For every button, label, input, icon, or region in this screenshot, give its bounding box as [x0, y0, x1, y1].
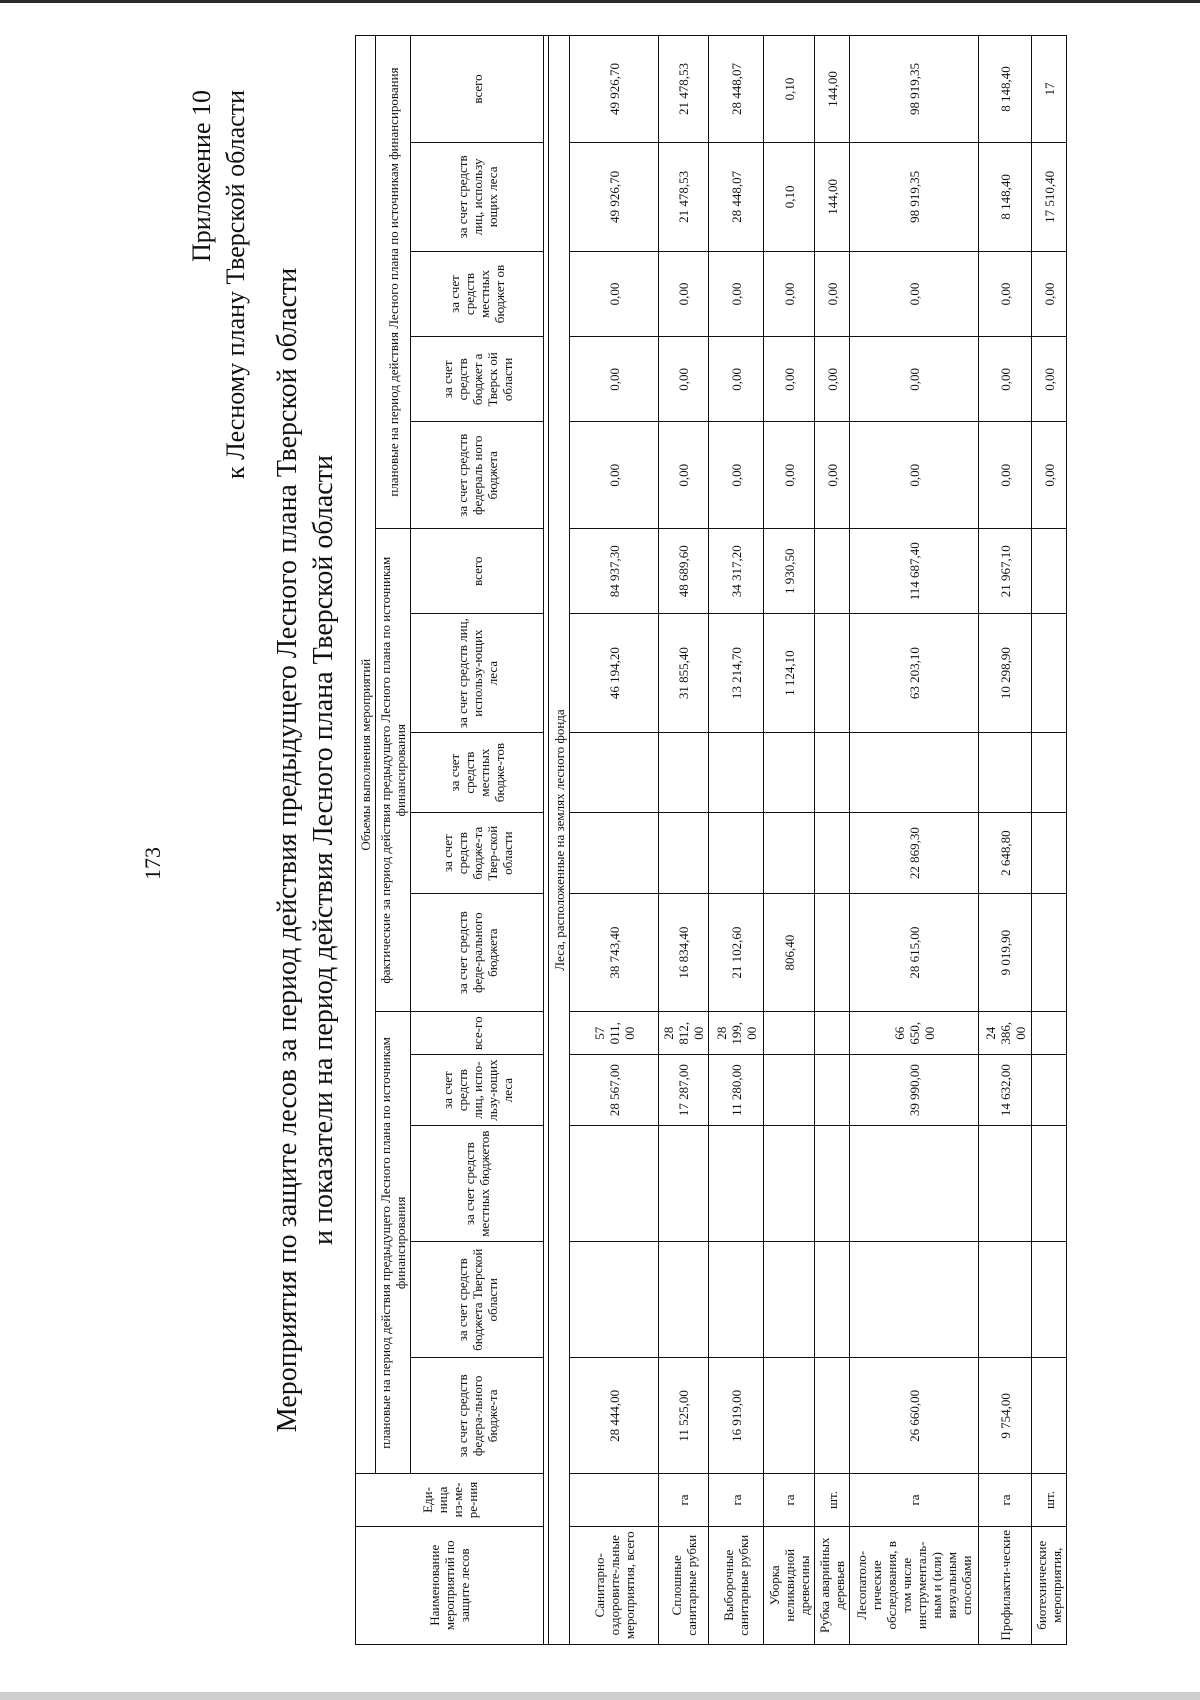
- cell-plan-new-5: 0,10: [764, 36, 815, 143]
- cell-plan-prev-5: [1032, 1012, 1067, 1055]
- cell-fact-prev-3: [709, 732, 764, 813]
- subheader-plan-new-3: за счет средств местных бюджет ов: [411, 251, 544, 336]
- subheader-plan-prev-3: за счет средств местных бюджетов: [411, 1126, 544, 1242]
- cell-plan-new-4: 28 448,07: [709, 142, 764, 251]
- cell-plan-new-1: 0,00: [850, 422, 979, 529]
- cell-fact-prev-2: 22 869,30: [850, 813, 979, 894]
- cell-plan-new-3: 0,00: [1032, 251, 1067, 336]
- cell-fact-prev-1: 9 019,90: [979, 893, 1032, 1011]
- table-row: [1032, 36, 1067, 1645]
- cell-plan-prev-4: [815, 1055, 850, 1126]
- cell-fact-prev-5: 114 687,40: [850, 529, 979, 614]
- cell-plan-new-3: 0,00: [570, 251, 659, 336]
- cell-fact-prev-5: [1032, 529, 1067, 614]
- table-row: [570, 36, 659, 1645]
- subheader-fact-prev-4: за счет средств лиц, использу-ющих леса: [411, 614, 544, 732]
- cell-fact-prev-2: [1032, 813, 1067, 894]
- cell-fact-prev-2: 2 648,80: [979, 813, 1032, 894]
- cell-plan-new-1: 0,00: [764, 422, 815, 529]
- cell-plan-new-3: 0,00: [850, 251, 979, 336]
- header-unit: Еди-ница из-ме-ре-ния: [356, 1474, 544, 1526]
- cell-plan-prev-1: 16 919,00: [709, 1358, 764, 1474]
- row-name: Рубка аварийных деревьев: [815, 1526, 850, 1644]
- row-unit: га: [709, 1474, 764, 1526]
- cell-plan-prev-3: [764, 1126, 815, 1242]
- cell-plan-prev-2: [570, 1242, 659, 1358]
- subheader-plan-prev-2: за счет средств бюджета Тверской области: [411, 1242, 544, 1358]
- cell-plan-new-2: 0,00: [764, 337, 815, 422]
- cell-plan-new-3: 0,00: [659, 251, 709, 336]
- cell-plan-prev-2: [979, 1242, 1032, 1358]
- cell-plan-prev-4: [764, 1055, 815, 1126]
- row-name: Санитарно-оздоровите-льные мероприятия, всего: [570, 1526, 659, 1644]
- cell-fact-prev-2: [764, 813, 815, 894]
- cell-fact-prev-1: 16 834,40: [659, 893, 709, 1011]
- cell-plan-prev-1: 9 754,00: [979, 1358, 1032, 1474]
- row-name: биотехнические мероприятия,: [1032, 1526, 1067, 1644]
- cell-plan-prev-5: [815, 1012, 850, 1055]
- subheader-plan-new-4: за счет средств лиц, использу ющих леса: [411, 142, 544, 251]
- cell-plan-prev-2: [850, 1242, 979, 1358]
- cell-plan-prev-5: 57 011, 00: [570, 1012, 659, 1055]
- cell-plan-new-1: 0,00: [1032, 422, 1067, 529]
- cell-plan-prev-3: [709, 1126, 764, 1242]
- cell-fact-prev-3: [1032, 732, 1067, 813]
- row-name: Лесопатоло-гические обследования, в том числе инструменталь-ным и (или) визуальным способами: [850, 1526, 979, 1644]
- cell-fact-prev-1: 38 743,40: [570, 893, 659, 1011]
- cell-fact-prev-3: [659, 732, 709, 813]
- cell-plan-prev-2: [1032, 1242, 1067, 1358]
- row-unit: га: [659, 1474, 709, 1526]
- subheader-fact-prev-2: за счет средств бюдже-та Твер-ской области: [411, 813, 544, 894]
- cell-plan-new-5: 8 148,40: [979, 36, 1032, 143]
- cell-plan-new-2: 0,00: [979, 337, 1032, 422]
- cell-plan-new-2: 0,00: [659, 337, 709, 422]
- table-row: [979, 36, 1032, 1645]
- cell-fact-prev-1: [815, 893, 850, 1011]
- subheader-plan-new-2: за счет средств бюджет а Тверск ой области: [411, 337, 544, 422]
- cell-plan-prev-4: 17 287,00: [659, 1055, 709, 1126]
- cell-plan-prev-2: [709, 1242, 764, 1358]
- cell-fact-prev-2: [659, 813, 709, 894]
- cell-plan-prev-2: [815, 1242, 850, 1358]
- row-unit: шт.: [815, 1474, 850, 1526]
- header-fact-prev: фактические за период действия предыдущего Лесного плана по источникам финансирования: [376, 529, 411, 1012]
- cell-fact-prev-5: 84 937,30: [570, 529, 659, 614]
- cell-plan-prev-5: 28 812, 00: [659, 1012, 709, 1055]
- title-line-2: и показатели на период действия Лесного плана Тверской области: [308, 455, 339, 1245]
- subheader-fact-prev-1: за счет средств феде-рального бюджета: [411, 893, 544, 1011]
- cell-plan-prev-1: 11 525,00: [659, 1358, 709, 1474]
- cell-plan-prev-1: [815, 1358, 850, 1474]
- cell-plan-new-1: 0,00: [815, 422, 850, 529]
- row-unit: га: [850, 1474, 979, 1526]
- cell-plan-new-5: 144,00: [815, 36, 850, 143]
- subheader-plan-prev-1: за счет средств федера-льного бюдже-та: [411, 1358, 544, 1474]
- header-plan-new: плановые на период действия Лесного плана по источникам финансирования: [376, 36, 411, 529]
- annex-line-1: Приложение 10: [187, 90, 216, 263]
- cell-fact-prev-1: 806,40: [764, 893, 815, 1011]
- cell-plan-prev-4: 39 990,00: [850, 1055, 979, 1126]
- cell-fact-prev-4: 1 124,10: [764, 614, 815, 732]
- cell-plan-new-2: 0,00: [850, 337, 979, 422]
- cell-plan-prev-5: 66 650, 00: [850, 1012, 979, 1055]
- cell-plan-prev-4: 11 280,00: [709, 1055, 764, 1126]
- row-name: Профилакти-ческие: [979, 1526, 1032, 1644]
- table-row: [850, 36, 979, 1645]
- cell-fact-prev-5: 48 689,60: [659, 529, 709, 614]
- cell-plan-new-2: 0,00: [709, 337, 764, 422]
- cell-plan-prev-1: 26 660,00: [850, 1358, 979, 1474]
- cell-plan-new-5: 21 478,53: [659, 36, 709, 143]
- cell-plan-new-3: 0,00: [764, 251, 815, 336]
- cell-fact-prev-3: [815, 732, 850, 813]
- row-unit: га: [764, 1474, 815, 1526]
- cell-plan-prev-3: [1032, 1126, 1067, 1242]
- cell-plan-prev-4: [1032, 1055, 1067, 1126]
- cell-plan-prev-4: 28 567,00: [570, 1055, 659, 1126]
- header-name: Наименование мероприятий по защите лесов: [356, 1526, 544, 1644]
- cell-fact-prev-1: 28 615,00: [850, 893, 979, 1011]
- row-unit: шт.: [1032, 1474, 1067, 1526]
- cell-fact-prev-5: [815, 529, 850, 614]
- cell-plan-new-2: 0,00: [815, 337, 850, 422]
- subheader-plan-prev-5: все-го: [411, 1012, 544, 1055]
- row-unit: [570, 1474, 659, 1526]
- table-row: [659, 36, 709, 1645]
- row-name: Выборочные санитарные рубки: [709, 1526, 764, 1644]
- cell-fact-prev-4: 13 214,70: [709, 614, 764, 732]
- cell-plan-prev-2: [659, 1242, 709, 1358]
- cell-plan-prev-3: [815, 1126, 850, 1242]
- cell-plan-new-4: 49 926,70: [570, 142, 659, 251]
- document-title: [270, 150, 342, 1550]
- cell-plan-new-1: 0,00: [570, 422, 659, 529]
- cell-plan-new-3: 0,00: [709, 251, 764, 336]
- cell-plan-new-4: 98 919,35: [850, 142, 979, 251]
- cell-fact-prev-4: 46 194,20: [570, 614, 659, 732]
- annex-line-2: к Лесному плану Тверской области: [221, 90, 250, 479]
- table-row: [815, 36, 850, 1645]
- cell-plan-prev-4: 14 632,00: [979, 1055, 1032, 1126]
- cell-fact-prev-1: [1032, 893, 1067, 1011]
- cell-fact-prev-2: [570, 813, 659, 894]
- cell-plan-prev-3: [979, 1126, 1032, 1242]
- header-plan-prev: плановые на период действия предыдущего Лесного плана по источникам финансирования: [376, 1012, 411, 1474]
- cell-fact-prev-2: [709, 813, 764, 894]
- subheader-fact-prev-3: за счет средств местных бюдже-тов: [411, 732, 544, 813]
- cell-plan-prev-3: [659, 1126, 709, 1242]
- cell-plan-prev-5: 24 386, 00: [979, 1012, 1032, 1055]
- cell-plan-new-2: 0,00: [1032, 337, 1067, 422]
- subheader-plan-prev-4: за счет средств лиц, испо-льзу-ющих леса: [411, 1055, 544, 1126]
- cell-fact-prev-4: 10 298,90: [979, 614, 1032, 732]
- annex-heading: [185, 90, 253, 690]
- cell-fact-prev-4: 63 203,10: [850, 614, 979, 732]
- cell-fact-prev-2: [815, 813, 850, 894]
- table-row: [709, 36, 764, 1645]
- row-name: Уборка неликвидной древесины: [764, 1526, 815, 1644]
- cell-plan-prev-3: [850, 1126, 979, 1242]
- cell-fact-prev-5: 1 930,50: [764, 529, 815, 614]
- cell-plan-new-3: 0,00: [815, 251, 850, 336]
- header-volumes: Объемы выполнения мероприятий: [356, 36, 376, 1474]
- cell-plan-new-5: 17: [1032, 36, 1067, 143]
- cell-plan-new-5: 98 919,35: [850, 36, 979, 143]
- cell-plan-new-4: 144,00: [815, 142, 850, 251]
- cell-plan-new-1: 0,00: [659, 422, 709, 529]
- table-row: [764, 36, 815, 1645]
- cell-plan-new-5: 49 926,70: [570, 36, 659, 143]
- cell-plan-new-4: 21 478,53: [659, 142, 709, 251]
- cell-plan-new-4: 17 510,40: [1032, 142, 1067, 251]
- cell-plan-new-4: 8 148,40: [979, 142, 1032, 251]
- cell-plan-new-3: 0,00: [979, 251, 1032, 336]
- cell-plan-new-1: 0,00: [979, 422, 1032, 529]
- cell-fact-prev-5: 21 967,10: [979, 529, 1032, 614]
- cell-fact-prev-4: [815, 614, 850, 732]
- cell-fact-prev-3: [764, 732, 815, 813]
- cell-plan-prev-5: 28 199, 00: [709, 1012, 764, 1055]
- cell-plan-prev-1: [1032, 1358, 1067, 1474]
- cell-plan-prev-1: [764, 1358, 815, 1474]
- cell-plan-new-2: 0,00: [570, 337, 659, 422]
- title-line-1: Мероприятия по защите лесов за период действия предыдущего Лесного плана Тверской области: [272, 267, 303, 1433]
- page-number: 173: [140, 847, 165, 880]
- cell-plan-prev-5: [764, 1012, 815, 1055]
- cell-fact-prev-1: 21 102,60: [709, 893, 764, 1011]
- cell-plan-new-4: 0,10: [764, 142, 815, 251]
- subheader-plan-new-5: всего: [411, 36, 544, 143]
- cell-plan-prev-3: [570, 1126, 659, 1242]
- cell-plan-new-5: 28 448,07: [709, 36, 764, 143]
- cell-fact-prev-4: [1032, 614, 1067, 732]
- cell-fact-prev-3: [979, 732, 1032, 813]
- forest-protection-table: [355, 35, 1067, 1645]
- subheader-plan-new-1: за счет средств федераль ного бюджета: [411, 422, 544, 529]
- cell-plan-prev-2: [764, 1242, 815, 1358]
- row-name: Сплошные санитарные рубки: [659, 1526, 709, 1644]
- row-unit: га: [979, 1474, 1032, 1526]
- cell-fact-prev-3: [570, 732, 659, 813]
- subheader-fact-prev-5: всего: [411, 529, 544, 614]
- cell-plan-new-1: 0,00: [709, 422, 764, 529]
- section-title: Леса, расположенные на землях лесного фонда: [549, 36, 570, 1645]
- cell-fact-prev-3: [850, 732, 979, 813]
- cell-fact-prev-4: 31 855,40: [659, 614, 709, 732]
- cell-plan-prev-1: 28 444,00: [570, 1358, 659, 1474]
- cell-fact-prev-5: 34 317,20: [709, 529, 764, 614]
